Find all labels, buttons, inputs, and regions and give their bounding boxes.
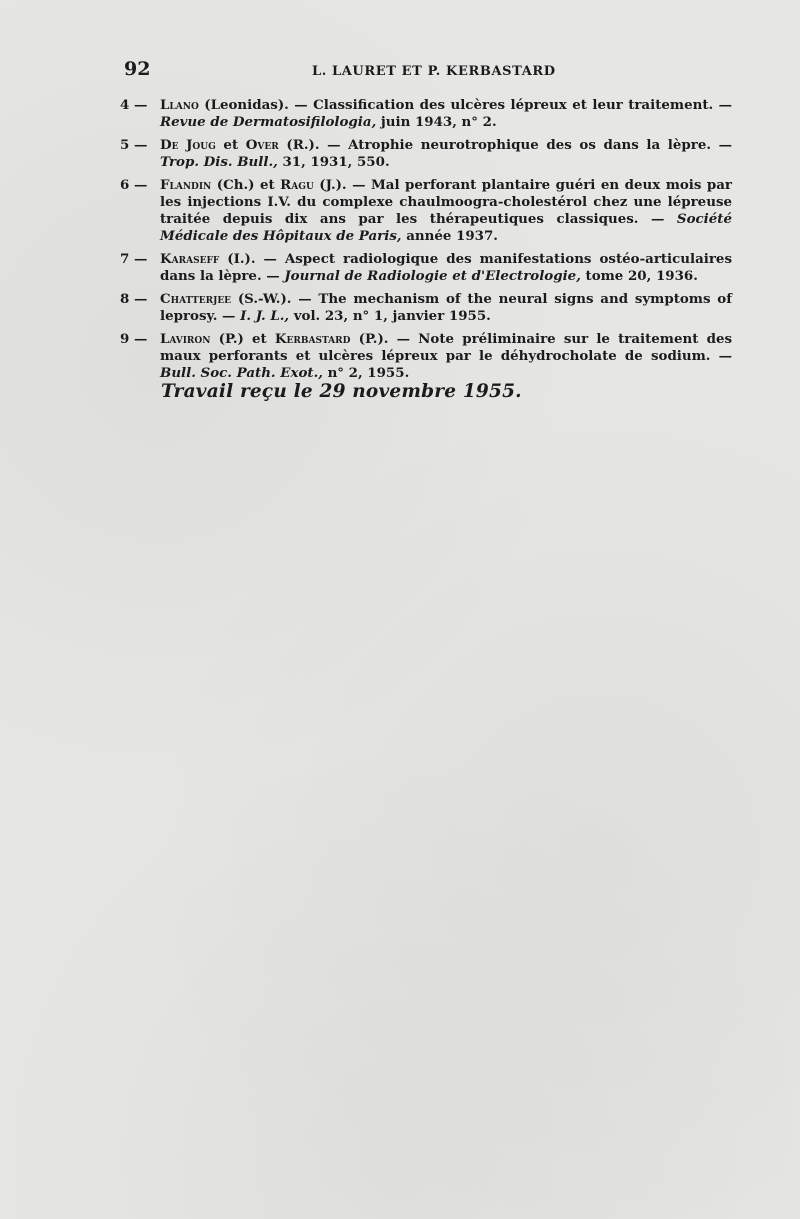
reference-text: (S.-W.). — The mechanism of the neural signs and symptoms of leprosy. — xyxy=(160,291,732,324)
reference-number: 8 — xyxy=(120,291,148,307)
reference-list xyxy=(120,97,732,388)
reference-text: année 1937. xyxy=(401,228,498,244)
reference-number: 7 — xyxy=(120,251,148,267)
running-title: L. LAURET ET P. KERBASTARD xyxy=(312,64,556,79)
reference-text: n° 2, 1955. xyxy=(322,365,410,381)
author-name: Ragu xyxy=(280,177,314,193)
reference-text: (Leonidas). — Classification des ulcères lépreux et leur traitement. — xyxy=(198,97,732,113)
journal-title: Société Médicale des Hôpitaux de Paris, xyxy=(160,211,732,244)
reference-item xyxy=(120,251,732,285)
reference-text: 31, 1931, 550. xyxy=(277,154,390,170)
author-name: Flandin xyxy=(160,177,212,193)
reference-text: (P.) et xyxy=(210,331,275,347)
author-name: Llano xyxy=(160,97,199,113)
author-name: De Joug xyxy=(160,137,216,153)
reference-text: (I.). — Aspect radiologique des manifestations ostéo-articulaires dans la lèpre. — xyxy=(160,251,732,284)
journal-title: Revue de Dermatosifilologia, xyxy=(160,114,377,130)
reference-number: 9 — xyxy=(120,331,148,347)
reference-item xyxy=(120,137,732,171)
reference-text: tome 20, 1936. xyxy=(580,268,698,284)
reference-item xyxy=(120,97,732,131)
journal-title: Bull. Soc. Path. Exot., xyxy=(160,365,323,381)
running-head xyxy=(124,58,730,84)
reference-text: vol. 23, n° 1, janvier 1955. xyxy=(289,308,491,324)
reference-text: (R.). — Atrophie neurotrophique des os dans la lèpre. — xyxy=(278,137,733,153)
reference-number: 4 — xyxy=(120,97,148,113)
reference-text: (J.). — Mal perforant plantaire guéri en deux mois par les injections I.V. du complexe chaulmoogra-cholestérol chez une lépreuse traitée depuis dix ans par les thérapeutiques classiques. — xyxy=(160,177,732,227)
reference-item xyxy=(120,291,732,325)
reference-text: juin 1943, n° 2. xyxy=(376,114,497,130)
reference-item xyxy=(120,331,732,382)
reference-item xyxy=(120,177,732,245)
reference-text: (Ch.) et xyxy=(211,177,281,193)
reference-text: (P.). — Note préliminaire sur le traitement des maux perforants et ulcères lépreux par le déhydrocholate de sodium. — xyxy=(160,331,733,364)
journal-title: Journal de Radiologie et d'Electrologie, xyxy=(284,268,581,284)
received-note: Travail reçu le 29 novembre 1955. xyxy=(161,381,522,402)
author-name: Kerbastard xyxy=(274,331,351,347)
author-name: Over xyxy=(245,137,279,153)
page-number: 92 xyxy=(124,58,151,80)
author-name: Karaseff xyxy=(160,251,220,267)
author-name: Chatterjee xyxy=(160,291,232,307)
journal-title: I. J. L., xyxy=(240,308,290,324)
reference-number: 6 — xyxy=(120,177,148,193)
reference-text: et xyxy=(215,137,246,153)
reference-number: 5 — xyxy=(120,137,148,153)
author-name: Laviron xyxy=(160,331,211,347)
journal-title: Trop. Dis. Bull., xyxy=(160,154,278,170)
